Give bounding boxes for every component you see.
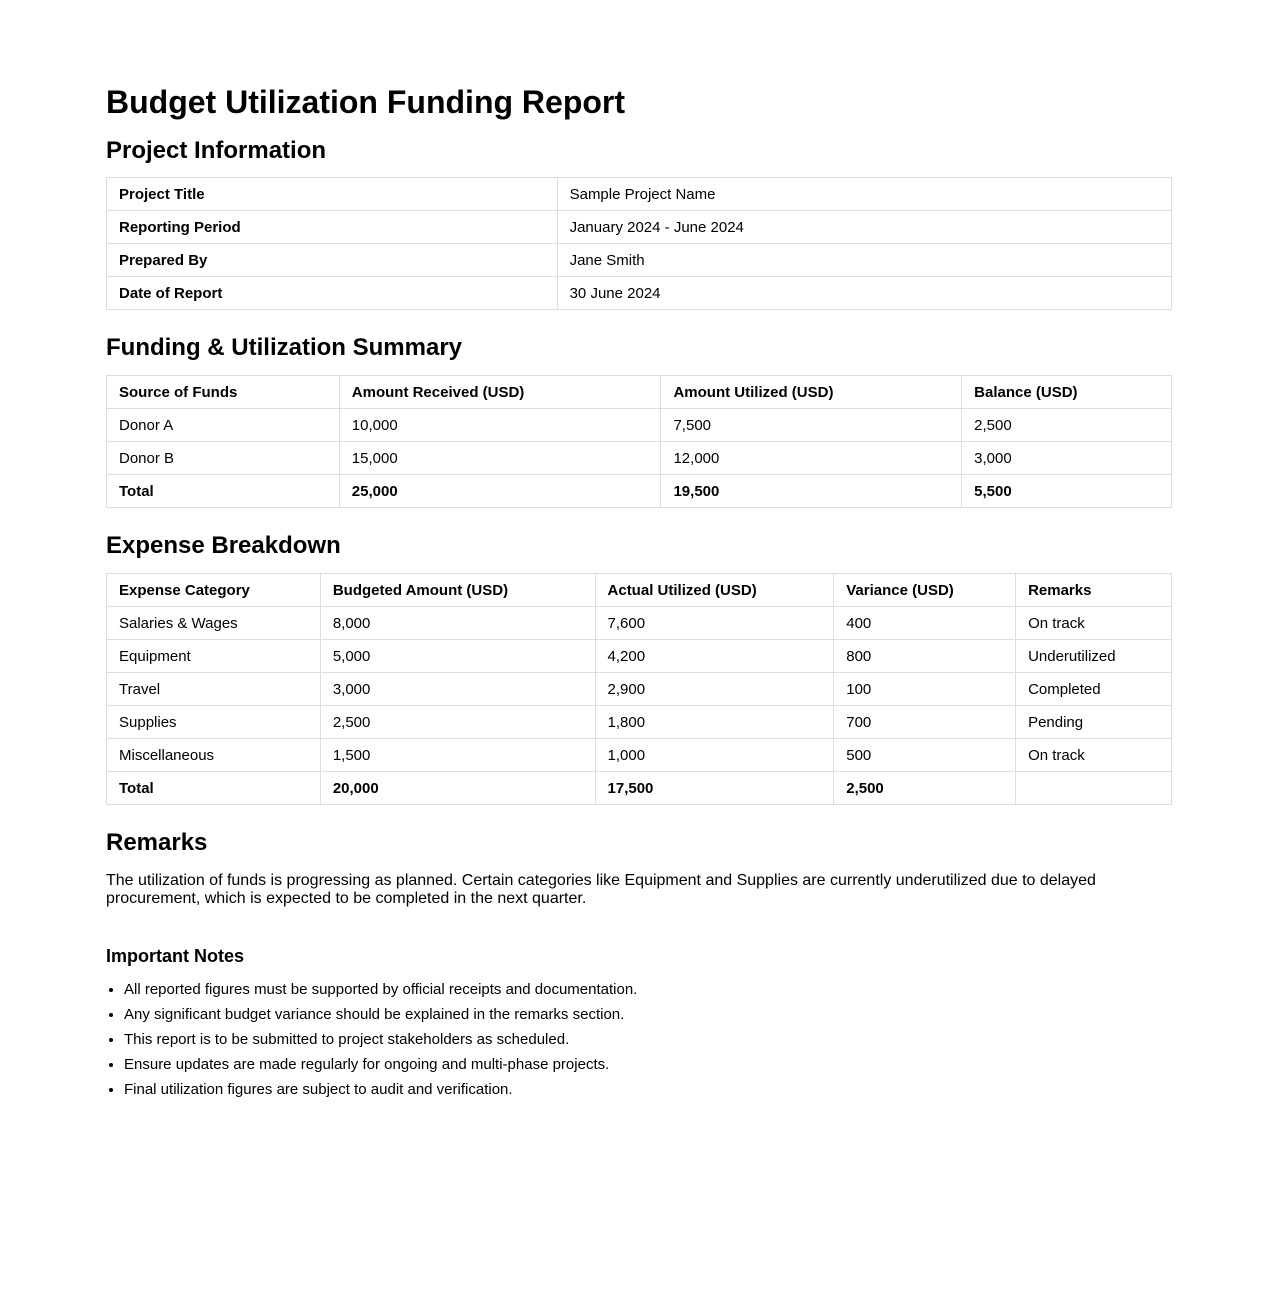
funding-summary-table — [106, 375, 1172, 508]
important-notes-list — [106, 977, 1172, 1102]
table-cell: 15,000 — [339, 442, 661, 475]
table-row — [107, 244, 1172, 277]
project-info-table — [106, 177, 1172, 310]
funding-summary-heading: Funding & Utilization Summary — [106, 334, 463, 361]
table-cell: On track — [1016, 739, 1172, 772]
table-cell: Supplies — [107, 706, 321, 739]
date-of-report-label: Date of Report — [107, 277, 558, 310]
column-header: Variance (USD) — [834, 574, 1016, 607]
table-cell: 10,000 — [339, 409, 661, 442]
table-row — [107, 442, 1172, 475]
column-header: Amount Received (USD) — [339, 376, 661, 409]
table-cell: 5,500 — [962, 475, 1172, 508]
table-cell: 8,000 — [320, 607, 595, 640]
table-header-row — [107, 376, 1172, 409]
list-item: • Ensure updates are made regularly for ongoing and multi-phase projects. — [124, 1052, 1172, 1077]
table-cell: 12,000 — [661, 442, 962, 475]
table-row — [107, 640, 1172, 673]
column-header: Balance (USD) — [962, 376, 1172, 409]
table-cell: 7,600 — [595, 607, 834, 640]
table-row — [107, 178, 1172, 211]
table-cell: Underutilized — [1016, 640, 1172, 673]
table-cell: On track — [1016, 607, 1172, 640]
table-cell: Completed — [1016, 673, 1172, 706]
table-row — [107, 607, 1172, 640]
table-cell: 3,000 — [962, 442, 1172, 475]
table-row — [107, 211, 1172, 244]
table-cell: 20,000 — [320, 772, 595, 805]
important-notes-heading: Important Notes — [106, 946, 245, 966]
date-of-report-value: 30 June 2024 — [557, 277, 1171, 310]
table-cell: 700 — [834, 706, 1016, 739]
remarks-text: The utilization of funds is progressing as planned. Certain categories like Equipment and Supplies are currently underutilized due to delayed procurement, which is expected to be completed in the next quarter. — [106, 872, 1096, 907]
table-cell: 19,500 — [661, 475, 962, 508]
table-cell: 2,500 — [962, 409, 1172, 442]
table-cell: 1,500 — [320, 739, 595, 772]
report-title: Budget Utilization Funding Report — [106, 84, 626, 120]
table-cell: 5,000 — [320, 640, 595, 673]
list-item: • All reported figures must be supported by official receipts and documentation. — [124, 977, 1172, 1002]
table-cell: Salaries & Wages — [107, 607, 321, 640]
table-cell: Total — [107, 772, 321, 805]
column-header: Actual Utilized (USD) — [595, 574, 834, 607]
table-row — [107, 739, 1172, 772]
table-cell: Miscellaneous — [107, 739, 321, 772]
expense-breakdown-table — [106, 573, 1172, 805]
table-cell: 500 — [834, 739, 1016, 772]
expense-breakdown-heading: Expense Breakdown — [106, 532, 341, 559]
column-header: Amount Utilized (USD) — [661, 376, 962, 409]
list-item: • Any significant budget variance should be explained in the remarks section. — [124, 1002, 1172, 1027]
reporting-period-value: January 2024 - June 2024 — [557, 211, 1171, 244]
remarks-heading: Remarks — [106, 829, 208, 856]
table-cell: Travel — [107, 673, 321, 706]
list-item: • This report is to be submitted to project stakeholders as scheduled. — [124, 1027, 1172, 1052]
table-cell: 4,200 — [595, 640, 834, 673]
table-cell: Total — [107, 475, 340, 508]
table-cell: Donor B — [107, 442, 340, 475]
table-cell: 17,500 — [595, 772, 834, 805]
list-item: • Final utilization figures are subject to audit and verification. — [124, 1077, 1172, 1102]
table-row — [107, 706, 1172, 739]
table-cell: Equipment — [107, 640, 321, 673]
table-row — [107, 277, 1172, 310]
total-row — [107, 475, 1172, 508]
table-cell: 1,000 — [595, 739, 834, 772]
total-row — [107, 772, 1172, 805]
table-cell: 800 — [834, 640, 1016, 673]
project-info-heading: Project Information — [106, 137, 327, 164]
prepared-by-label: Prepared By — [107, 244, 558, 277]
table-cell: 25,000 — [339, 475, 661, 508]
table-row — [107, 409, 1172, 442]
project-title-label: Project Title — [107, 178, 558, 211]
column-header: Budgeted Amount (USD) — [320, 574, 595, 607]
table-cell — [1016, 772, 1172, 805]
table-cell: 1,800 — [595, 706, 834, 739]
reporting-period-label: Reporting Period — [107, 211, 558, 244]
table-cell: Pending — [1016, 706, 1172, 739]
table-header-row — [107, 574, 1172, 607]
column-header: Remarks — [1016, 574, 1172, 607]
table-cell: 2,900 — [595, 673, 834, 706]
column-header: Expense Category — [107, 574, 321, 607]
table-cell: Donor A — [107, 409, 340, 442]
table-cell: 400 — [834, 607, 1016, 640]
table-cell: 100 — [834, 673, 1016, 706]
project-title-value: Sample Project Name — [557, 178, 1171, 211]
table-row — [107, 673, 1172, 706]
table-cell: 7,500 — [661, 409, 962, 442]
column-header: Source of Funds — [107, 376, 340, 409]
prepared-by-value: Jane Smith — [557, 244, 1171, 277]
table-cell: 3,000 — [320, 673, 595, 706]
table-cell: 2,500 — [320, 706, 595, 739]
table-cell: 2,500 — [834, 772, 1016, 805]
